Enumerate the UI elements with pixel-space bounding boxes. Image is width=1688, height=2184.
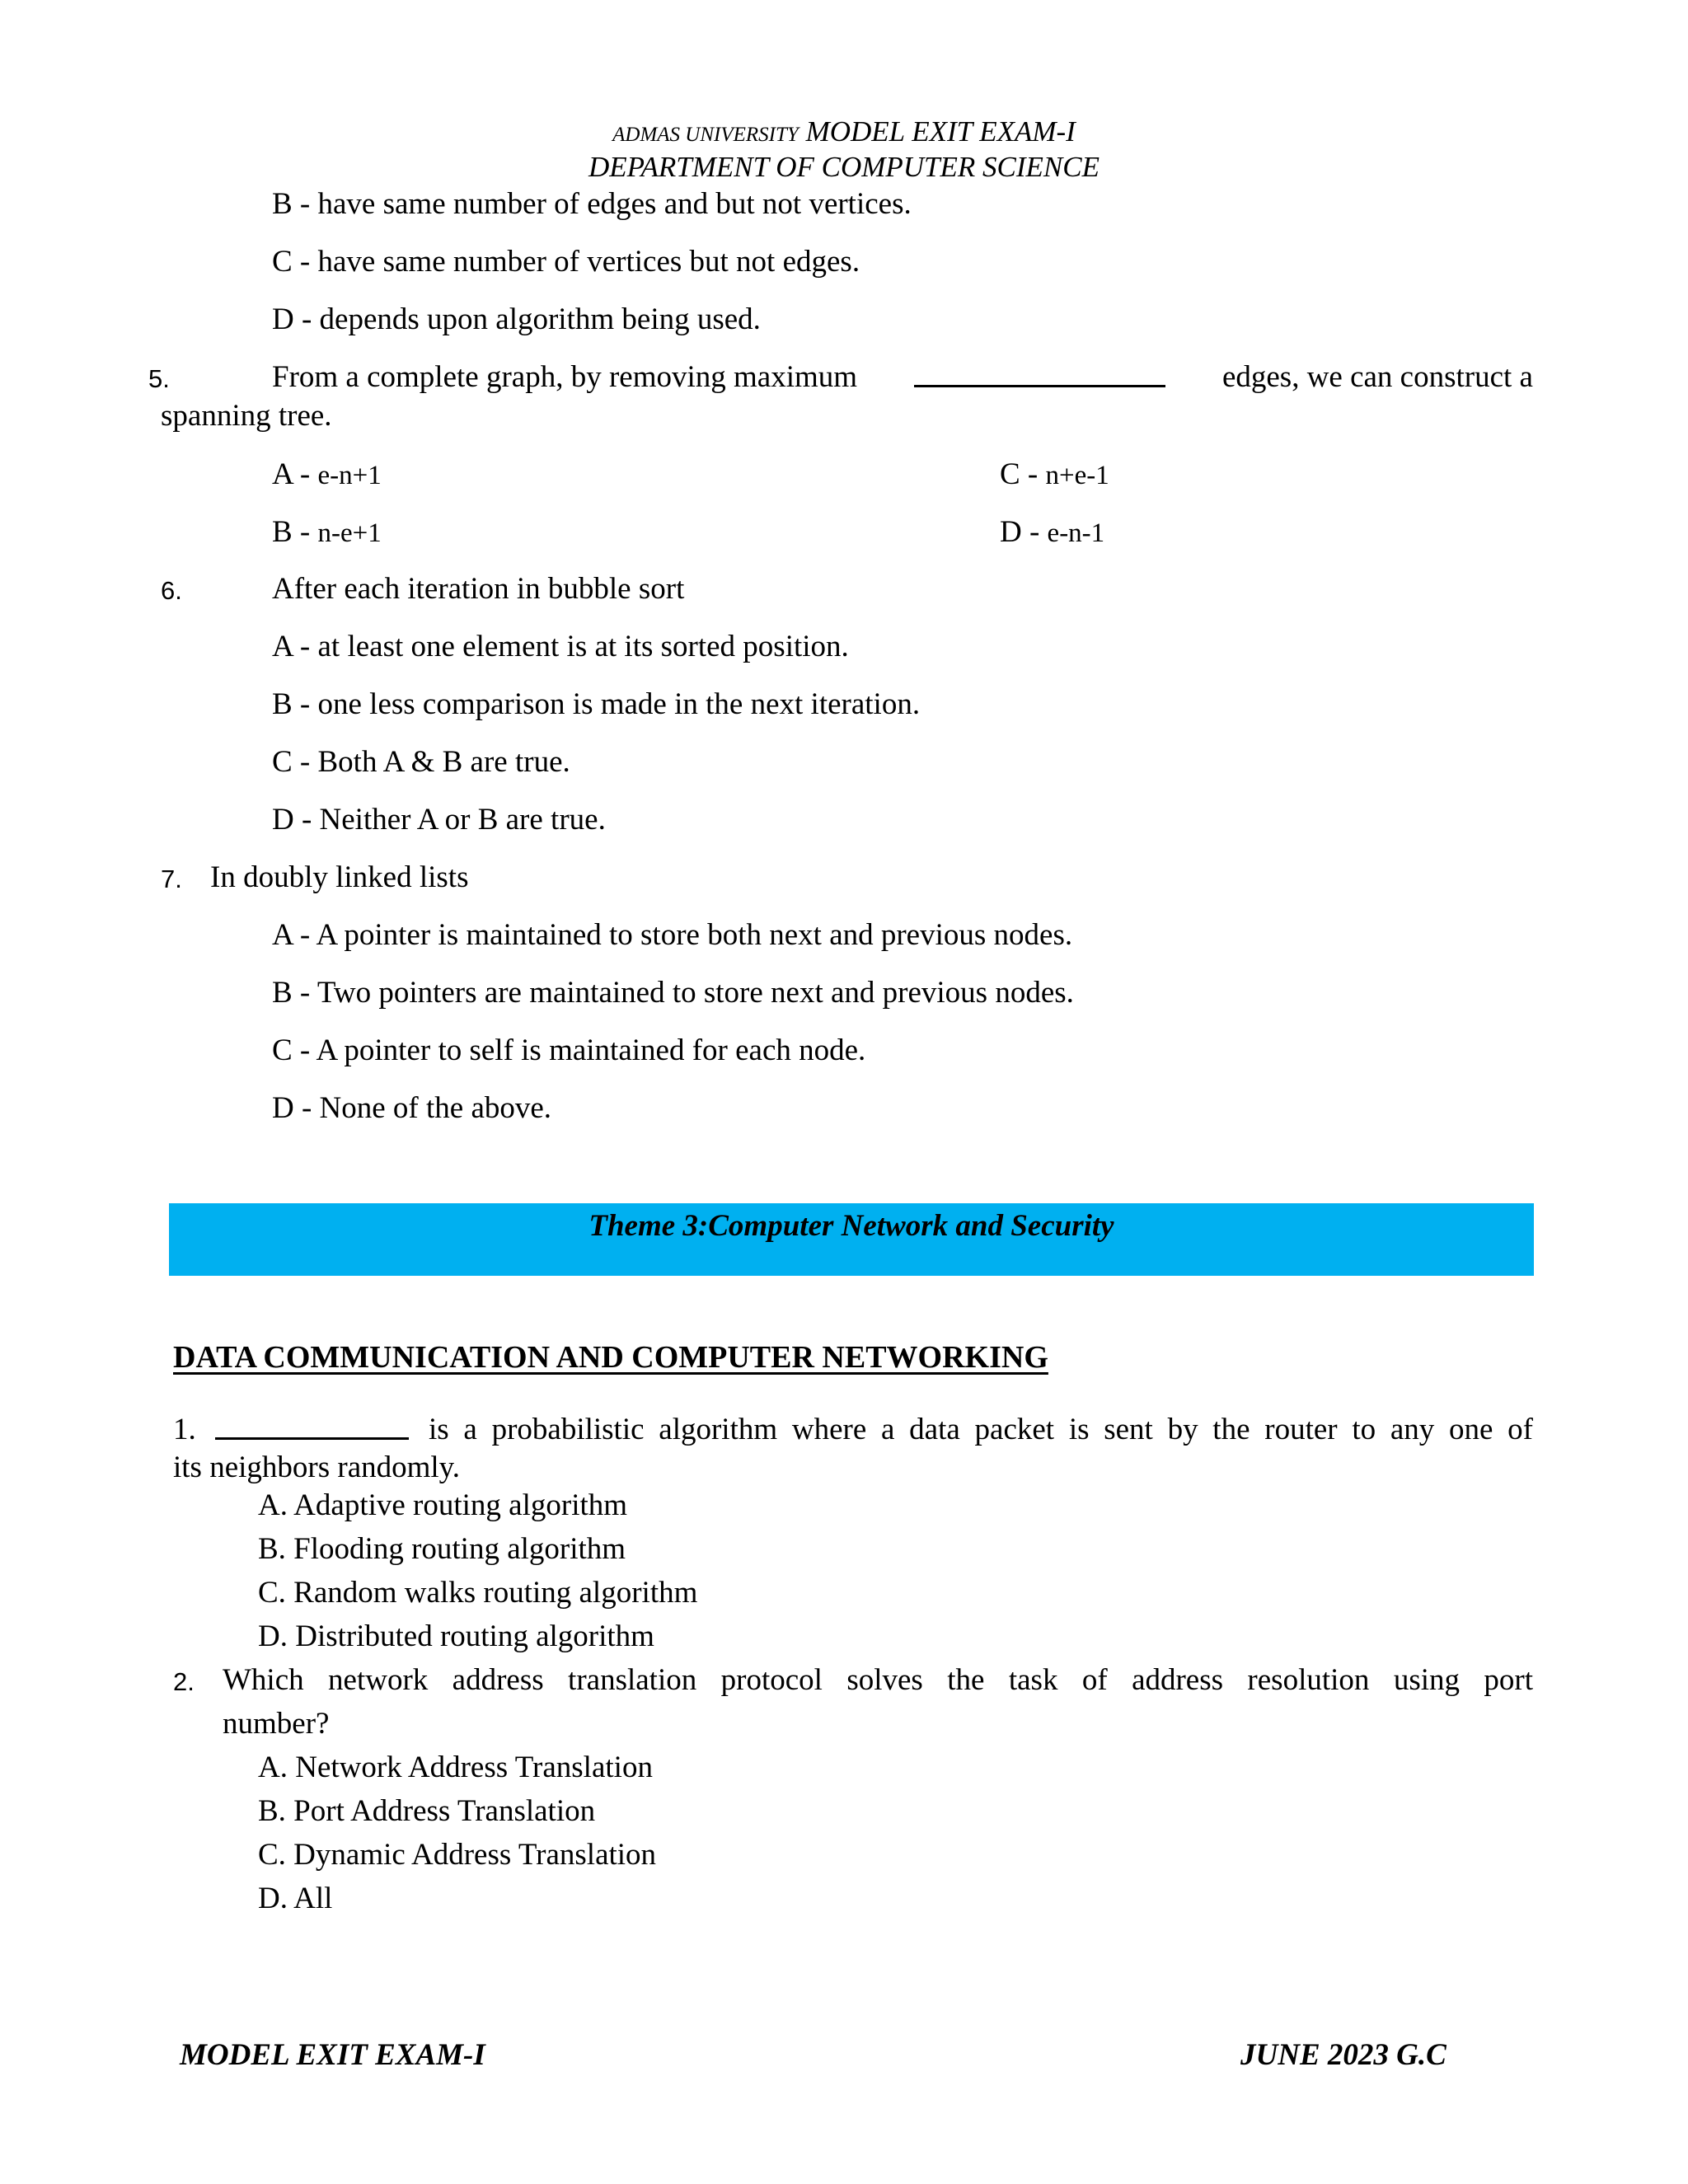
net-q1-option-b: B. Flooding routing algorithm [258, 1532, 626, 1566]
q5-text-end: edges, we can construct a [1221, 360, 1533, 394]
net-q1-line1 [173, 1414, 1533, 1445]
net-q2-option-a: A. Network Address Translation [258, 1750, 653, 1784]
q6-option-a: A - at least one element is at its sorted position. [272, 630, 849, 663]
footer-right: JUNE 2023 G.C [1240, 2038, 1447, 2072]
department-name: DEPARTMENT OF COMPUTER SCIENCE [588, 151, 1100, 183]
q5-option-c-value: n+e-1 [1045, 461, 1109, 490]
q4-option-b: B - have same number of edges and but not vertices. [272, 187, 912, 221]
theme-title: Theme 3:Computer Network and Security [588, 1209, 1114, 1243]
q5-option-d-value: e-n-1 [1047, 518, 1105, 548]
net-q1-answer-blank [215, 1414, 409, 1440]
net-q1-option-a: A. Adaptive routing algorithm [258, 1488, 628, 1522]
q5-option-d-label: D - [1000, 515, 1048, 549]
footer-left: MODEL EXIT EXAM-I [180, 2038, 485, 2072]
exam-name: MODEL EXIT EXAM-I [805, 115, 1076, 148]
q5-number: 5. [148, 364, 170, 393]
net-q1-option-d: D. Distributed routing algorithm [258, 1619, 654, 1653]
q5-option-d [1000, 517, 1104, 547]
q5-option-c [1000, 459, 1109, 490]
net-q1-option-c: C. Random walks routing algorithm [258, 1576, 698, 1610]
net-q1-text: is a probabilistic algorithm where a data packet is sent by the router to any one of [429, 1413, 1533, 1446]
university-name: ADMAS UNIVERSITY [612, 124, 799, 146]
net-q2-number: 2. [173, 1667, 195, 1696]
q7-option-a: A - A pointer is maintained to store both next and previous nodes. [272, 918, 1073, 952]
section-heading: DATA COMMUNICATION AND COMPUTER NETWORKING [173, 1340, 1048, 1375]
q5-option-a-label: A - [272, 457, 318, 491]
q7-option-c: C - A pointer to self is maintained for each node. [272, 1033, 866, 1067]
q5-text-start: From a complete graph, by removing maximum [272, 360, 858, 394]
q5-option-b-label: B - [272, 515, 318, 549]
net-q2-line1: Which network address translation protocol solves the task of address resolution using port [223, 1663, 1533, 1697]
q7-option-b: B - Two pointers are maintained to store next and previous nodes. [272, 976, 1074, 1010]
q7-number: 7. [161, 865, 182, 893]
net-q1-line2: its neighbors randomly. [173, 1451, 461, 1484]
net-q2-line2: number? [223, 1707, 330, 1741]
q6-option-b: B - one less comparison is made in the next iteration. [272, 687, 921, 721]
q5-question-line2: spanning tree. [161, 399, 332, 433]
q6-option-c: C - Both A & B are true. [272, 745, 570, 779]
q5-option-b-value: n-e+1 [317, 518, 382, 548]
q4-option-c: C - have same number of vertices but not edges. [272, 245, 860, 279]
q5-question-line1 [272, 362, 1533, 392]
net-q1-number: 1. [173, 1413, 196, 1446]
q5-answer-blank [914, 362, 1165, 387]
exam-header-line1 [0, 115, 1688, 148]
q5-option-a [272, 459, 382, 490]
net-q2-option-c: C. Dynamic Address Translation [258, 1838, 657, 1872]
q7-question: In doubly linked lists [210, 860, 469, 894]
q5-option-c-label: C - [1000, 457, 1046, 491]
q5-option-b [272, 517, 382, 547]
net-q2-option-b: B. Port Address Translation [258, 1794, 596, 1828]
q5-option-a-value: e-n+1 [317, 461, 382, 490]
q6-number: 6. [161, 576, 182, 605]
q4-option-d: D - depends upon algorithm being used. [272, 302, 761, 336]
q6-question: After each iteration in bubble sort [272, 572, 685, 606]
q6-option-d: D - Neither A or B are true. [272, 803, 606, 837]
q7-option-d: D - None of the above. [272, 1091, 552, 1125]
net-q2-option-d: D. All [258, 1882, 333, 1915]
